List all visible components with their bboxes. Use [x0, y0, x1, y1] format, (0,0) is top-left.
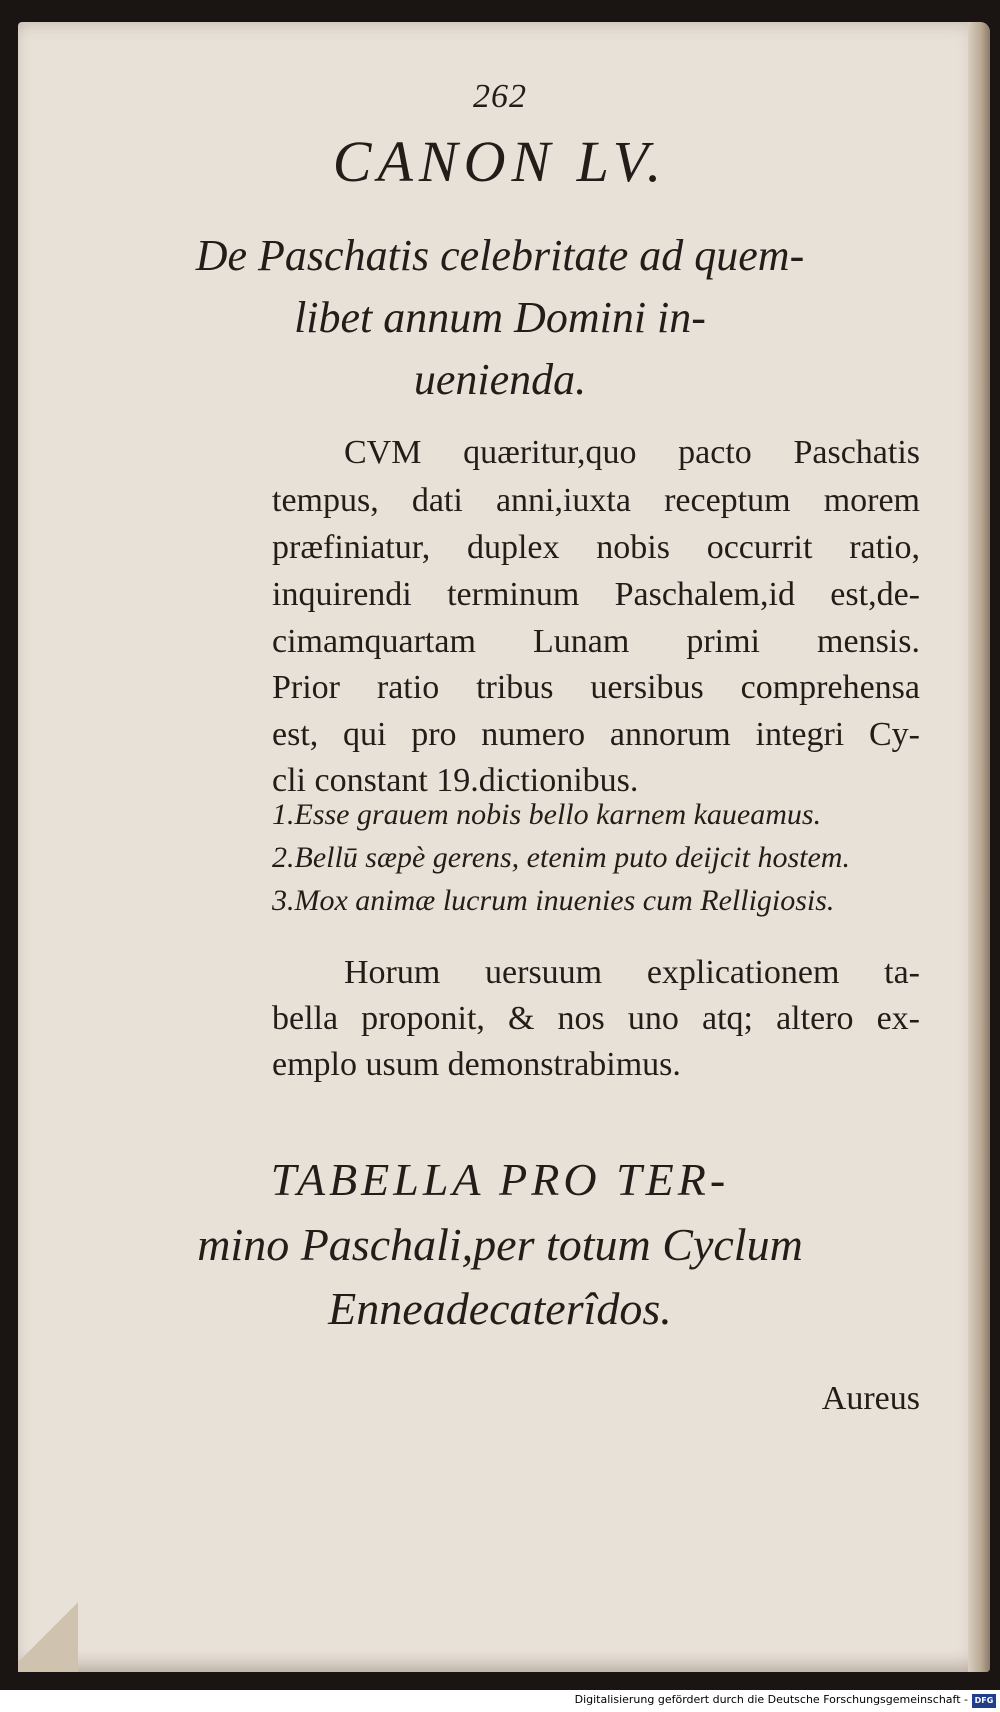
digitization-footer — [0, 1690, 1000, 1712]
tabella-heading-line: mino Paschali,per totum Cyclum — [197, 1219, 803, 1270]
canon-title: CANON LV. — [332, 129, 668, 194]
dfg-logo-icon: DFG — [972, 1694, 996, 1708]
tabella-heading-line: Enneadecaterîdos. — [328, 1283, 672, 1334]
chapter-heading-line: De Paschatis celebritate ad quem- — [195, 231, 805, 280]
body-line: cli constant 19.dictionibus. — [272, 762, 639, 799]
chapter-heading-line: libet annum Domini in- — [294, 293, 706, 342]
verse-line: 3.Mox animæ lucrum inuenies cum Relligiosis. — [272, 884, 835, 917]
verse-line: 1.Esse grauem nobis bello karnem kaueamus. — [272, 798, 822, 831]
closing-line: bella proponit, & nos uno atq; altero ex- — [272, 1000, 920, 1037]
funding-credit: Digitalisierung gefördert durch die Deutsche Forschungsgemeinschaft - — [574, 1693, 968, 1706]
catchword: Aureus — [821, 1380, 920, 1417]
tabella-heading-line: TABELLA PRO TER- — [270, 1154, 730, 1205]
body-line: CVM quæritur,quo pacto Paschatis — [344, 434, 920, 471]
closing-line: emplo usum demonstrabimus. — [272, 1046, 681, 1083]
body-line: cimamquartam Lunam primi mensis. — [272, 623, 920, 660]
body-line: Prior ratio tribus uersibus comprehensa — [272, 669, 920, 706]
verse-line: 2.Bellū sæpè gerens, etenim puto deijcit hostem. — [272, 841, 850, 874]
body-line: est, qui pro numero annorum integri Cy- — [272, 716, 920, 753]
body-line: præfiniatur, duplex nobis occurrit ratio, — [272, 529, 920, 566]
chapter-heading-line: uenienda. — [413, 355, 587, 404]
page-number: 262 — [473, 78, 527, 115]
body-line: tempus, dati anni,iuxta receptum morem — [272, 482, 920, 519]
page-corner-fold — [18, 1592, 78, 1672]
body-line: inquirendi terminum Paschalem,id est,de- — [272, 576, 920, 613]
closing-line: Horum uersuum explicationem ta- — [344, 954, 920, 991]
